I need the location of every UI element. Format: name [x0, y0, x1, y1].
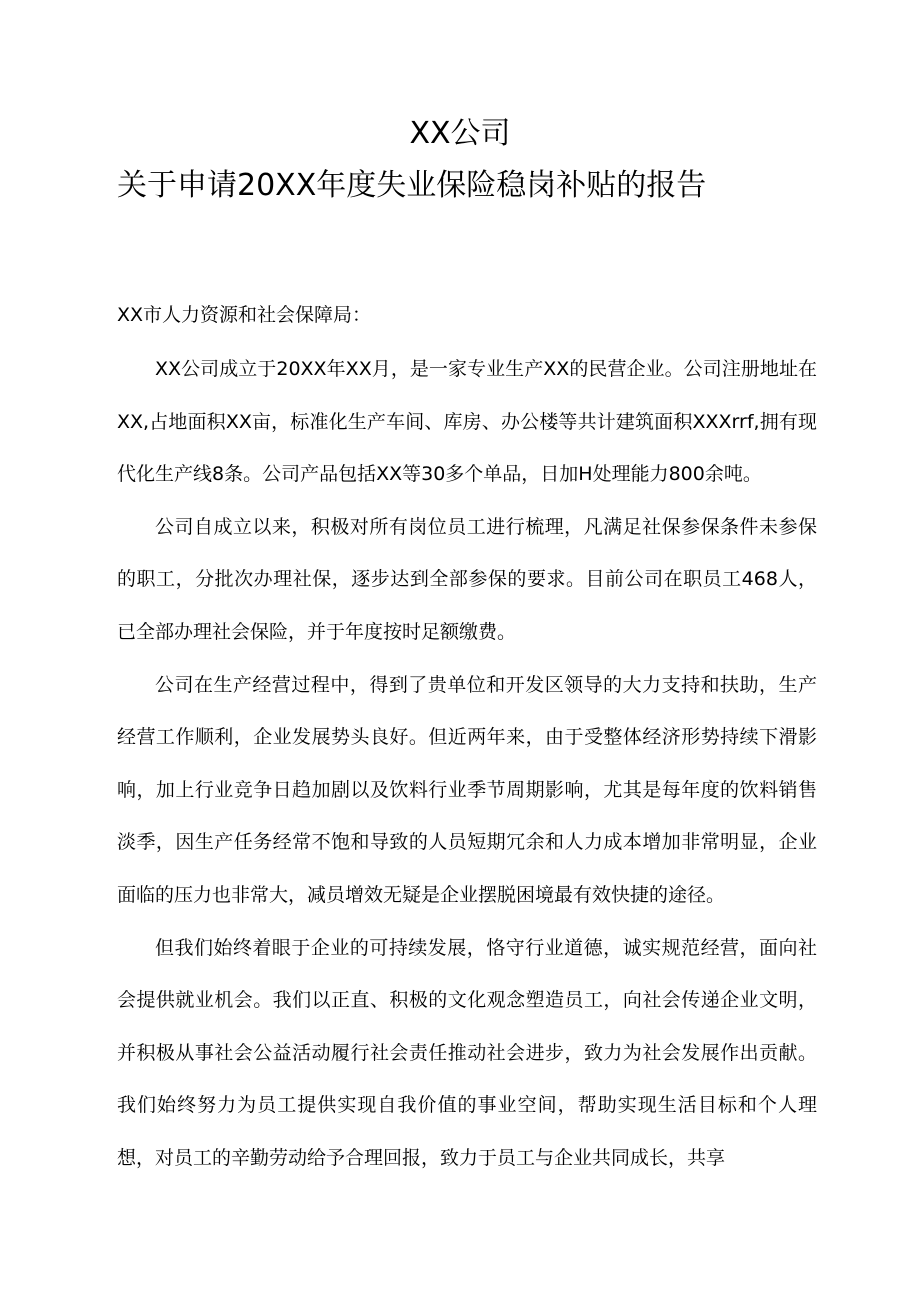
- document-title-company: XX公司: [409, 116, 511, 151]
- document-title-subject: 关于申请20XX年度失业保险稳岗补贴的报告: [117, 168, 707, 203]
- paragraph-commitment: 但我们始终着眼于企业的可持续发展，恪守行业道德，诚实规范经营，面向社会提供就业机会。我们以正直、积极的文化观念塑造员工，向社会传递企业文明，并积极从事社会公益活动履行社会责任推动社会进步，致力为社会发展作出贡献。我们始终努力为员工提供实现自我价值的事业空间，帮助实现生活目标和个人理想，对员工的辛勤劳动给予合理回报，致力于员工与企业共同成长，共享: [117, 936, 817, 1169]
- paragraph-business-pressure: 公司在生产经营过程中，得到了贵单位和开发区领导的大力支持和扶助，生产经营工作顺利，企业发展势头良好。但近两年来，由于受整体经济形势持续下滑影响，加上行业竞争日趋加剧以及饮料行业季节周期影响，尤其是每年度的饮料销售淡季，因生产任务经常不饱和导致的人员短期冗余和人力成本增加非常明显，企业面临的压力也非常大，减员增效无疑是企业摆脱困境最有效快捷的途径。: [117, 673, 817, 906]
- salutation: XX市人力资源和社会保障局：: [117, 304, 372, 326]
- document-body: [117, 343, 817, 1185]
- paragraph-company-profile: XX公司成立于20XX年XX月，是一家专业生产XX的民营企业。公司注册地址在XX,占地面积XX亩，标准化生产车间、库房、办公楼等共计建筑面积XXXrrf,拥有现代化生产线8条。公司产品包括XX等30多个单品，日加H处理能力800余吨。: [117, 358, 817, 486]
- paragraph-social-insurance: 公司自成立以来，积极对所有岗位员工进行梳理，凡满足社保参保条件未参保的职工，分批次办理社保，逐步达到全部参保的要求。目前公司在职员工468人，已全部办理社会保险，并于年度按时足额缴费。: [117, 515, 817, 643]
